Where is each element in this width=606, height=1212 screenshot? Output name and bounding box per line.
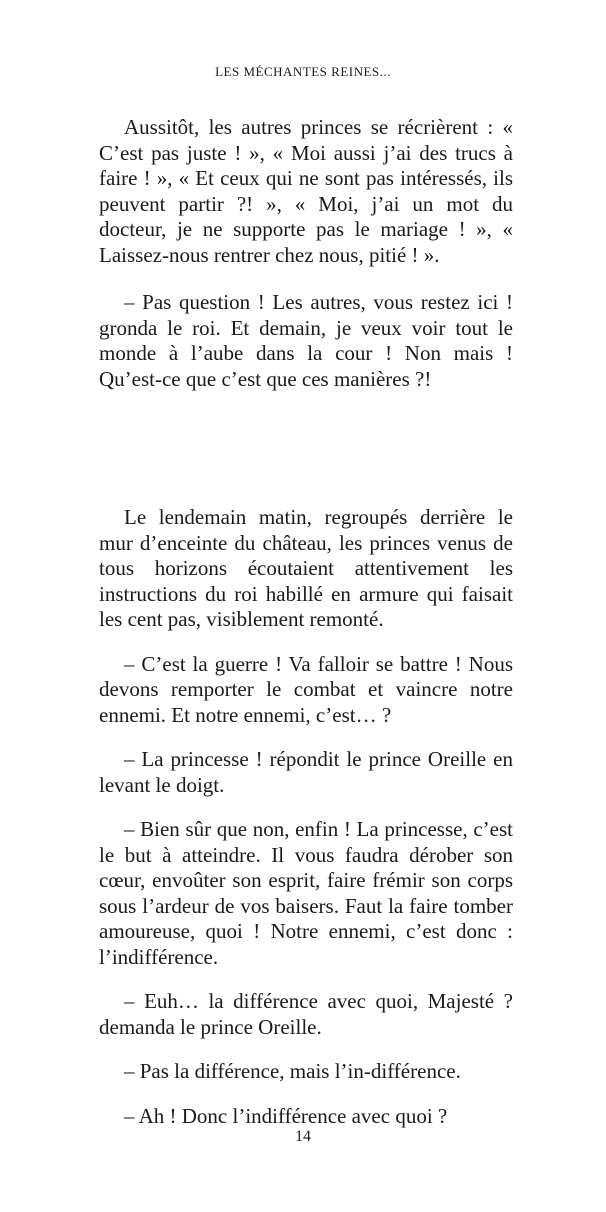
- page-number: 14: [295, 1128, 311, 1145]
- paragraph: – Pas question ! Les autres, vous restez ici ! gronda le roi. Et demain, je veux voir tout le monde à l’aube dans la cour ! Non mais ! Qu’est-ce que c’est que ces manières ?!: [99, 290, 513, 391]
- running-header: LES MÉCHANTES REINES...: [215, 64, 391, 79]
- paragraph: Le lendemain matin, regroupés derrière le mur d’enceinte du château, les princes venus de tous horizons écoutaient attentivement les instructions du roi habillé en armure qui faisait les cent pas, visiblement remonté.: [99, 505, 513, 631]
- page-body: [99, 115, 513, 1129]
- paragraph: Aussitôt, les autres princes se récrièrent : « C’est pas juste ! », « Moi aussi j’ai des trucs à faire ! », « Et ceux qui ne sont pas intéressés, ils peuvent partir ?! », « Moi, j’ai un mot du docteur, je ne supporte pas le mariage ! », « Laissez-nous rentrer chez nous, pitié ! ».: [99, 115, 513, 267]
- paragraph: – Ah ! Donc l’indifférence avec quoi ?: [124, 1103, 448, 1128]
- paragraph: – La princesse ! répondit le prince Oreille en levant le doigt.: [99, 747, 513, 797]
- paragraph: – Pas la différence, mais l’in-différence.: [124, 1059, 461, 1083]
- paragraph: – Bien sûr que non, enfin ! La princesse, c’est le but à atteindre. Il vous faudra dérober son cœur, envoûter son esprit, faire frémir son corps sous l’ardeur de vos baisers. Faut la faire tomber amoureuse, quoi ! Notre ennemi, c’est donc : l’indifférence.: [99, 817, 513, 969]
- paragraph: – C’est la guerre ! Va falloir se battre ! Nous devons remporter le combat et vaincre notre ennemi. Et notre ennemi, c’est… ?: [99, 651, 513, 727]
- paragraph: – Euh… la différence avec quoi, Majesté ? demanda le prince Oreille.: [99, 989, 513, 1039]
